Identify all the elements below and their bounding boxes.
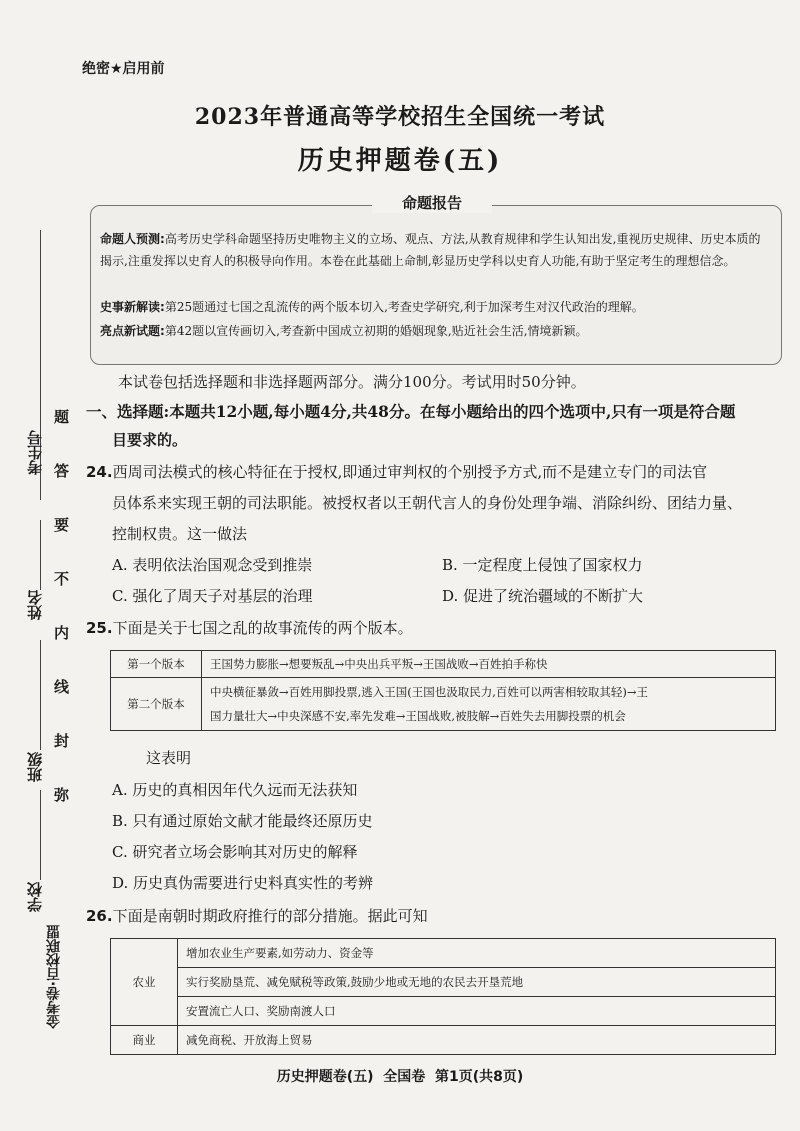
table-row xyxy=(111,997,776,1026)
option-24-a: A. 表明依法治国观念受到推崇 xyxy=(112,556,313,574)
table-cell-content: 安置流亡人口、奖励南渡人口 xyxy=(178,997,776,1026)
school-line xyxy=(40,790,41,880)
option-24-b: B. 一定程度上侵蚀了国家权力 xyxy=(442,556,643,574)
secret-label: 绝密★启用前 xyxy=(82,61,165,77)
paper-title: 历史押题卷(五) xyxy=(297,146,503,176)
exam-title: 2023年普通高等学校招生全国统一考试 xyxy=(194,104,606,130)
question-25-stem: 25.下面是关于七国之乱的故事流传的两个版本。 xyxy=(86,619,413,637)
section-1-line2: 目要求的。 xyxy=(112,431,188,449)
question-24-line2: 员体系来实现王朝的司法职能。被授权者以王朝代言人的身份处理争端、消除纠纷、团结力量、 xyxy=(112,494,743,512)
report-item-highlight: 亮点新试题:第42题以宣传画切入,考查新中国成立初期的婚姻现象,贴近社会生活,情境新颖。 xyxy=(100,324,588,338)
section-1-line1: 一、选择题:本题共12小题,每小题4分,共48分。在每小题给出的四个选项中,只有一项是符合题 xyxy=(86,402,736,421)
table-cell-content: 中央横征暴敛→百姓用脚投票,逃入王国(王国也汲取民力,百姓可以两害相较取其轻)→王 国力量壮大→中央深感不安,率先发难→王国战败,被肢解→百姓失去用脚投票的机会 xyxy=(202,678,776,731)
q26-table xyxy=(110,938,776,1055)
name-label: 姓名 xyxy=(26,590,44,620)
table-row xyxy=(111,1026,776,1055)
table-row xyxy=(111,939,776,968)
table-row xyxy=(111,651,776,678)
seal-line-text: 题 答 要 不 内 线 封 弥 xyxy=(54,408,70,804)
question-24-line1: 24.西周司法模式的核心特征在于授权,即通过审判权的个别授予方式,而不是建立专门的司法官 xyxy=(86,463,708,481)
table-row xyxy=(111,678,776,731)
option-24-c: C. 强化了周天子对基层的治理 xyxy=(112,587,313,605)
q25-table xyxy=(110,650,776,731)
report-item-prediction: 命题人预测:高考历史学科命题坚持历史唯物主义的立场、观点、方法,从教育规律和学生认知出发,重视历史规律、历史本质的揭示,注重发挥以史育人的积极导向作用。本卷在此基础上命制,彰显历史学科以史育人功能,有助于坚定考生的理想信念。 xyxy=(100,232,761,268)
table-cell-label: 第一个版本 xyxy=(111,651,202,678)
report-item-interpretation: 史事新解读:第25题通过七国之乱流传的两个版本切入,考查史学研究,利于加深考生对汉代政治的理解。 xyxy=(100,300,644,314)
exam-no-label: 考生号 xyxy=(26,430,44,475)
intro-text: 本试卷包括选择题和非选择题两部分。满分100分。考试用时50分钟。 xyxy=(118,373,586,391)
class-label: 班级 xyxy=(26,752,44,782)
option-25-c: C. 研究者立场会影响其对历史的解释 xyxy=(112,843,358,861)
table-cell-label: 商业 xyxy=(111,1026,178,1055)
union-label: 金考卷·百校联盟 xyxy=(46,925,62,1029)
class-line xyxy=(40,640,41,750)
option-25-a: A. 历史的真相因年代久远而无法获知 xyxy=(112,781,358,799)
table-cell-content: 王国势力膨胀→想要叛乱→中央出兵平叛→王国战败→百姓拍手称快 xyxy=(202,651,776,678)
option-25-d: D. 历史真伪需要进行史料真实性的考辨 xyxy=(112,874,374,892)
option-24-d: D. 促进了统治疆域的不断扩大 xyxy=(442,587,644,605)
table-row xyxy=(111,968,776,997)
table-cell-content: 减免商税、开放海上贸易 xyxy=(178,1026,776,1055)
name-line xyxy=(40,520,41,590)
table-cell-label: 农业 xyxy=(111,939,178,1026)
table-cell-content: 增加农业生产要素,如劳动力、资金等 xyxy=(178,939,776,968)
table-cell-content: 实行奖励垦荒、减免赋税等政策,鼓励少地或无地的农民去开垦荒地 xyxy=(178,968,776,997)
school-label: 学校 xyxy=(26,882,44,912)
report-title: 命题报告 xyxy=(372,192,492,213)
question-24-line3: 控制权贵。这一做法 xyxy=(112,525,248,543)
table-cell-label: 第二个版本 xyxy=(111,678,202,731)
option-25-b: B. 只有通过原始文献才能最终还原历史 xyxy=(112,812,373,830)
page-footer: 历史押题卷(五) 全国卷 第1页(共8页) xyxy=(276,1069,524,1085)
q25-conclusion: 这表明 xyxy=(146,749,192,767)
question-26-stem: 26.下面是南朝时期政府推行的部分措施。据此可知 xyxy=(86,907,428,925)
